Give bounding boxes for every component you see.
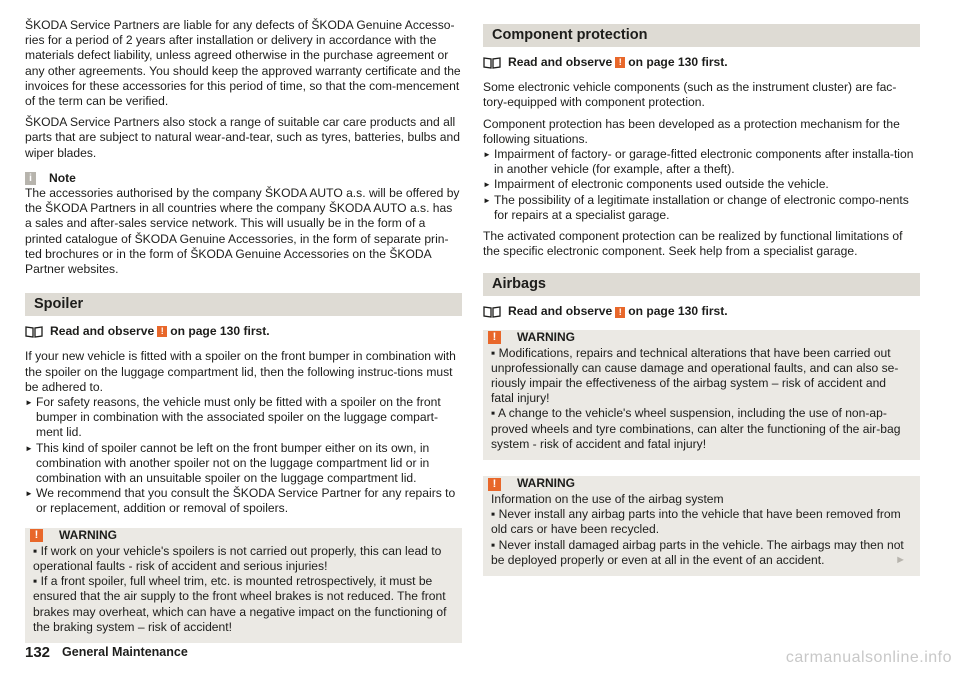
note-heading xyxy=(25,171,462,186)
page-footer xyxy=(25,645,188,660)
warning-ref-icon: ! xyxy=(615,307,625,318)
warning-ref-icon: ! xyxy=(157,326,167,337)
spoiler-bullet-1: ► For safety reasons, the vehicle must only be fitted with a spoiler on the front bumper in combination with the associated spoiler on the luggage compart-ment lid. xyxy=(25,395,462,441)
airbags-warning-box-2 xyxy=(483,476,920,576)
page-number: 132 xyxy=(25,644,51,661)
airbags-heading: Airbags xyxy=(483,273,920,296)
component-closing: The activated component protection can be realized by functional limitations of the specific electronic component. Seek help from a specialist garage. xyxy=(483,229,903,259)
spoiler-warning-box xyxy=(25,528,462,643)
spoiler-bullet-2: ► This kind of spoiler cannot be left on the front bumper either on its own, in combination with another spoiler not on the luggage compartment lid or in combination with an unsuitable spoiler on the luggage compartment lid. xyxy=(25,441,462,487)
left-column xyxy=(25,18,462,643)
book-icon xyxy=(483,306,501,318)
airbags-read-observe: Read and observe ! on page 130 first. xyxy=(483,304,920,319)
spoiler-read-observe: Read and observe ! on page 130 first. xyxy=(25,324,462,339)
note-text: The accessories authorised by the company ŠKODA AUTO a.s. will be offered by the ŠKODA Partners in all countries where the company ŠKODA AUTO a.s. has a sales and after-sales service network. This will usually be in the form of a printed catalogue of ŠKODA Genuine Accessories, in the form of separate prin-ted brochures or in the form of ŠKODA Genuine Accessories on the ŠKODA Partner websites. xyxy=(25,186,460,277)
component-bullet-1: ► Impairment of factory- or garage-fitted electronic components after installa-tion in another vehicle (for example, after a theft). xyxy=(483,147,920,177)
spoiler-warning-item-2: ▪ If a front spoiler, full wheel trim, etc. is mounted retrospectively, it must be ensured that the air supply to the front wheel brakes is not reduced. The front brakes may overheat, which can have a negative impact on the functioning of the braking system – risk of accident! xyxy=(33,574,447,634)
warning-icon: ! xyxy=(488,478,501,491)
watermark: carmanualsonline.info xyxy=(785,649,952,666)
note-title: Note xyxy=(49,170,76,185)
warning-ref-icon: ! xyxy=(615,57,625,68)
warning-title: ! WARNING xyxy=(483,476,920,492)
spoiler-bullet-3: ► We recommend that you consult the ŠKODA Service Partner for any repairs to or replacement, addition or removal of spoilers. xyxy=(25,486,462,516)
airbags-warning2-item-1: Information on the use of the airbag system xyxy=(491,492,724,507)
component-protection-heading: Component protection xyxy=(483,24,920,47)
continue-arrow-icon: ► xyxy=(895,553,906,566)
footer-section-title: General Maintenance xyxy=(62,645,188,659)
component-paragraph-2: Component protection has been developed as a protection mechanism for the following situations. xyxy=(483,116,900,146)
book-icon xyxy=(483,57,501,69)
spoiler-intro: If your new vehicle is fitted with a spoiler on the front bumper in combination with the spoiler on the luggage compartment lid, then the following instruc-tions must be adhered to. xyxy=(25,349,456,394)
intro-paragraph-1: ŠKODA Service Partners are liable for any defects of ŠKODA Genuine Accesso-ries for a period of 2 years after installation or delivery in accordance with the materials defect liability, unless agreed otherwise in the purchase agreement or any other agreements. You should keep the approved warranty certificate and the invoices for these accessories for this period of time, so that the com-mencement of the term can be verified. xyxy=(25,18,461,109)
airbags-warning1-item-1: ▪ Modifications, repairs and technical alterations that have been carried out unprofessionally can cause damage and operational faults, and can also se-riously impair the effectiveness of the airbag system – risk of accident and fatal injury! xyxy=(491,345,899,406)
warning-icon: ! xyxy=(30,529,43,542)
spoiler-warning-item-1: ▪ If work on your vehicle's spoilers is not carried out properly, this can lead to operational faults - risk of accident and serious injuries! xyxy=(33,543,442,573)
info-icon: i xyxy=(25,172,36,185)
component-paragraph-1: Some electronic vehicle components (such as the instrument cluster) are fac-tory-equipped with component protection. xyxy=(483,80,897,110)
airbags-warning1-item-2: ▪ A change to the vehicle's wheel suspension, including the use of non-ap-proved wheels and tyre combinations, can alter the functioning of the air-bag system - risk of accident and fatal injury! xyxy=(491,406,901,451)
component-bullet-2: ► Impairment of electronic components used outside the vehicle. xyxy=(483,177,920,192)
airbags-warning2-item-2: ▪ Never install any airbag parts into the vehicle that have been removed from old cars or have been recycled. xyxy=(491,507,901,537)
warning-title: ! WARNING xyxy=(483,330,920,346)
right-column xyxy=(483,24,920,576)
warning-icon: ! xyxy=(488,331,501,344)
spoiler-heading: Spoiler xyxy=(25,293,462,316)
component-bullet-3: ► The possibility of a legitimate installation or change of electronic compo-nents for repairs at a specialist garage. xyxy=(483,193,920,223)
component-read-observe: Read and observe ! on page 130 first. xyxy=(483,55,920,70)
airbags-warning-box-1 xyxy=(483,330,920,460)
intro-paragraph-2: ŠKODA Service Partners also stock a range of suitable car care products and all parts that are subject to natural wear-and-tear, such as tyres, batteries, bulbs and wiper blades. xyxy=(25,115,460,160)
warning-title: ! WARNING xyxy=(25,528,462,544)
airbags-warning2-item-3: ▪ Never install damaged airbag parts in the vehicle. The airbags may then not be deployed properly or even at all in the event of an accident. xyxy=(491,537,904,567)
book-icon xyxy=(25,326,43,338)
